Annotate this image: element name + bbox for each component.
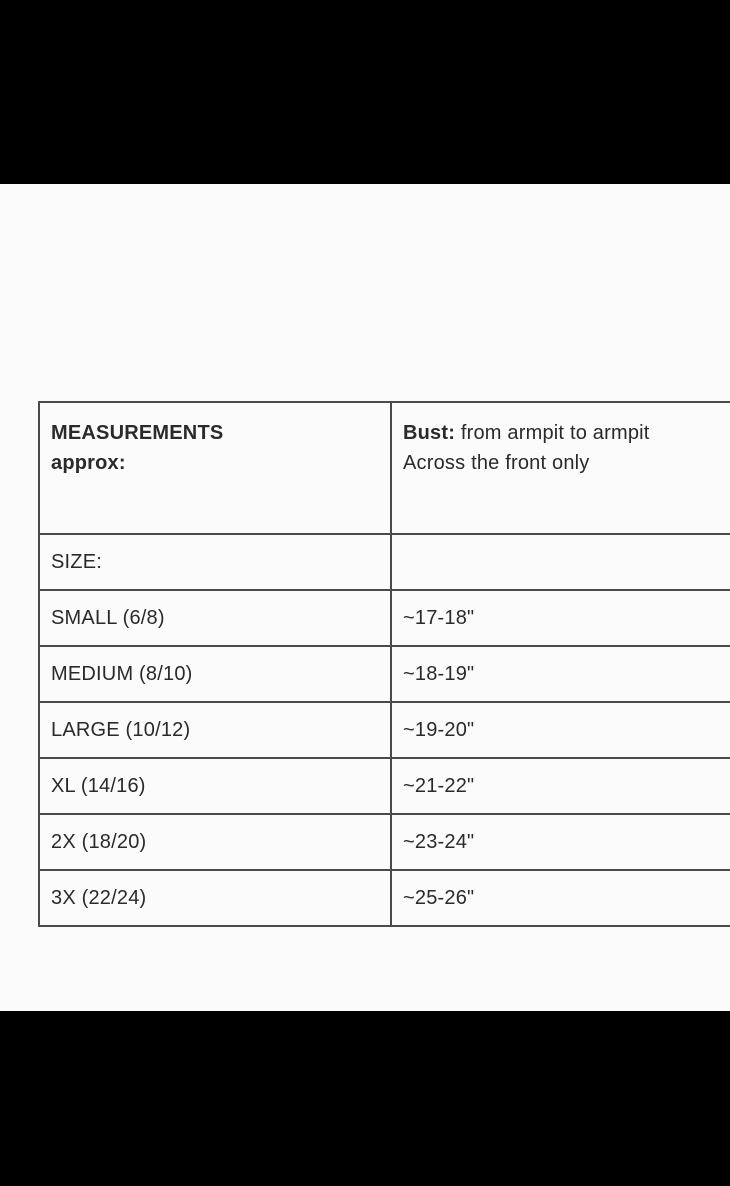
table-header-row (39, 402, 730, 534)
size-cell: MEDIUM (8/10) (39, 646, 391, 702)
table-row (39, 814, 730, 870)
size-chart-table (38, 401, 730, 927)
bust-label: Bust: (403, 422, 456, 444)
bottom-black-bar (0, 1011, 730, 1186)
size-cell: 3X (22/24) (39, 870, 391, 926)
document-page (0, 184, 730, 1011)
table-row (39, 870, 730, 926)
bust-description-line2: Across the front only (403, 452, 590, 474)
size-label-row (39, 534, 730, 590)
measurements-title: MEASUREMENTS (51, 422, 224, 444)
table-row (39, 646, 730, 702)
measurements-header-cell (39, 402, 391, 534)
table-row (39, 590, 730, 646)
size-cell: LARGE (10/12) (39, 702, 391, 758)
bust-cell: ~21-22" (391, 758, 730, 814)
top-black-bar (0, 0, 730, 184)
bust-header-cell (391, 402, 730, 534)
bust-cell: ~17-18" (391, 590, 730, 646)
empty-cell (391, 534, 730, 590)
bust-description-line1 (403, 418, 730, 448)
table-row (39, 702, 730, 758)
size-cell: 2X (18/20) (39, 814, 391, 870)
bust-cell: ~18-19" (391, 646, 730, 702)
bust-cell: ~23-24" (391, 814, 730, 870)
size-label-cell: SIZE: (39, 534, 391, 590)
bust-cell: ~19-20" (391, 702, 730, 758)
approx-label: approx: (51, 452, 126, 474)
size-cell: XL (14/16) (39, 758, 391, 814)
size-cell: SMALL (6/8) (39, 590, 391, 646)
table-row (39, 758, 730, 814)
bust-cell: ~25-26" (391, 870, 730, 926)
bust-description: from armpit to armpit (455, 422, 650, 444)
